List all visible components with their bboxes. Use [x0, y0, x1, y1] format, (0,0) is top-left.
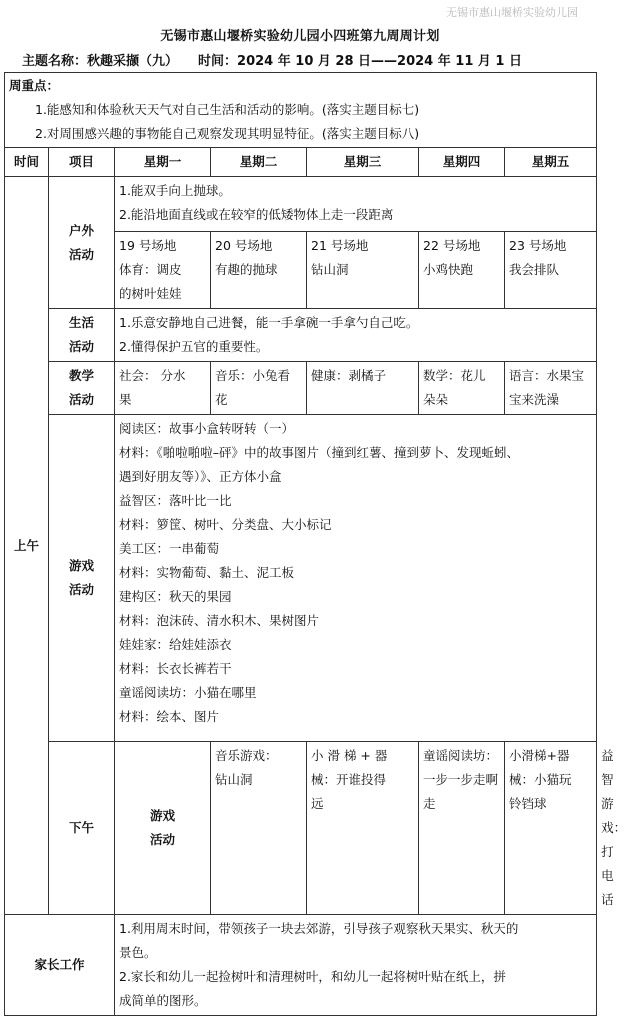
teaching-monday [115, 362, 211, 415]
cell-line: 健康：剥橘子 [311, 368, 387, 383]
cell-line: 的树叶娃娃 [119, 286, 182, 301]
game-line: 童谣阅读坊：小猫在哪里 [119, 685, 257, 700]
game-line: 阅读区：故事小盒转呀转（一） [119, 421, 295, 436]
focus-item: 2.对周围感兴趣的事物能自己观察发现其明显特征。(落实主题目标八) [35, 126, 420, 141]
life-row [5, 309, 597, 362]
afternoon-label: 下午 [49, 742, 115, 915]
cell-line: 小鸡快跑 [423, 262, 474, 277]
cell-line: 走 [423, 796, 436, 811]
cell-line: 钻山洞 [311, 262, 349, 277]
cell-line: 小 滑 梯 + 器 [311, 748, 388, 763]
outdoor-monday [115, 232, 211, 309]
game-line: 遇到好朋友等）》、正方体小盒 [119, 469, 282, 484]
cell-line: 22 号场地 [423, 238, 481, 253]
outdoor-thursday [419, 232, 505, 309]
teaching-wednesday [307, 362, 419, 415]
life-item: 2.懂得保护五官的重要性。 [119, 339, 269, 354]
afternoon-row: 下午 游戏 活动 音乐游戏： 钻山洞 小 滑 梯 + 器 械：开谁投得 远 童谣阅读坊： 一步一步走啊 走 小滑梯+器 械：小猫玩 铃铛球 益智游戏：打 电话 [5, 742, 597, 915]
page-title: 无锡市惠山堰桥实验幼儿园小四班第九周周计划 [160, 29, 440, 44]
outdoor-goals-row [5, 177, 597, 232]
outdoor-goal: 1.能双手向上抛球。 [119, 183, 231, 198]
parents-line: 2.家长和幼儿一起捡树叶和清理树叶，和幼儿一起将树叶贴在纸上，拼 [119, 969, 506, 984]
focus-row [5, 73, 597, 148]
game-label-line: 游戏 [68, 558, 94, 573]
game-line: 益智区：落叶比一比 [119, 493, 232, 508]
outdoor-label-line: 户外 [68, 222, 94, 238]
cell-line: 语言：水果宝 [509, 368, 585, 383]
cell-line: 音乐：小兔看 [215, 368, 291, 383]
cell-line: 械：小猫玩 [509, 772, 572, 787]
teaching-tuesday [211, 362, 307, 415]
cell-line: 远 [311, 796, 324, 811]
cell-line: 我会排队 [509, 262, 560, 277]
cell-line: 铃铛球 [509, 796, 547, 811]
outdoor-label-line: 活动 [68, 246, 94, 262]
cell-line: 童谣阅读坊： [423, 748, 499, 763]
life-label [49, 309, 115, 362]
header-item: 项目 [49, 148, 115, 177]
parents-line: 成简单的图形。 [119, 993, 207, 1008]
weekly-plan-table [4, 72, 626, 1016]
cell-line: 音乐游戏： [215, 748, 278, 763]
teaching-row [5, 362, 597, 415]
outdoor-goal: 2.能沿地面直线或在较窄的低矮物体上走一段距离 [119, 207, 394, 222]
cell-line: 宝来洗澡 [509, 392, 560, 407]
game-area-list [115, 415, 597, 742]
game-line: 材料：《啪啦啪啦–砰》中的故事图片（撞到红薯、撞到萝卜、发现蚯蚓、 [119, 445, 520, 460]
teaching-thursday [419, 362, 505, 415]
theme-line [22, 50, 536, 69]
life-item: 1.乐意安静地自己进餐，能一手拿碗一手拿勺自己吃。 [119, 315, 419, 330]
outdoor-friday [505, 232, 597, 309]
watermark: 无锡市惠山堰桥实验幼儿园 [446, 6, 578, 19]
cell-line: 小滑梯+器 [509, 748, 570, 763]
game-line: 材料：泡沫砖、清水积木、果树图片 [119, 613, 320, 628]
afternoon-tuesday [307, 742, 419, 915]
cell-line: 果 [119, 392, 132, 407]
header-monday: 星期一 [115, 148, 211, 177]
life-label-line: 活动 [68, 339, 94, 354]
afternoon-game-label [115, 742, 211, 915]
outdoor-label [49, 177, 115, 309]
time-label: 时间： [198, 54, 238, 69]
game-line: 材料：实物葡萄、黏土、泥工板 [119, 565, 295, 580]
outdoor-tuesday [211, 232, 307, 309]
cell-line: 朵朵 [423, 392, 449, 407]
cell-line: 社会： 分水 [119, 368, 186, 383]
afternoon-game-label-line: 游戏 [149, 808, 175, 823]
focus-label: 周重点： [9, 78, 60, 93]
game-line: 建构区：秋天的果园 [119, 589, 232, 604]
theme-name-label: 主题名称： [22, 54, 88, 69]
cell-line: 23 号场地 [509, 238, 567, 253]
teaching-friday [505, 362, 597, 415]
time-range: 2024 年 10 月 28 日——2024 年 11 月 1 日 [237, 54, 522, 69]
afternoon-thursday [505, 742, 597, 915]
parents-content [115, 915, 597, 1016]
cell-line: 20 号场地 [215, 238, 273, 253]
game-line: 材料：绘本、图片 [119, 709, 220, 724]
afternoon-game-label-line: 活动 [149, 832, 175, 847]
life-label-line: 生活 [68, 315, 94, 330]
cell-line: 有趣的抛球 [215, 262, 278, 277]
game-label [49, 415, 115, 742]
game-label-line: 活动 [68, 582, 94, 597]
parents-label: 家长工作 [5, 915, 115, 1016]
cell-line: 一步一步走啊 [423, 772, 499, 787]
cell-line: 花 [215, 392, 228, 407]
header-row [5, 148, 597, 177]
teaching-label-line: 活动 [68, 392, 94, 407]
header-tuesday: 星期二 [211, 148, 307, 177]
header-thursday: 星期四 [419, 148, 505, 177]
outdoor-wednesday [307, 232, 419, 309]
teaching-label [49, 362, 115, 415]
header-wednesday: 星期三 [307, 148, 419, 177]
game-line: 材料：箩筐、树叶、分类盘、大小标记 [119, 517, 332, 532]
cell-line: 19 号场地 [119, 238, 177, 253]
cell-line: 体育：调皮 [119, 262, 182, 277]
header-time: 时间 [5, 148, 49, 177]
afternoon-wednesday [419, 742, 505, 915]
header-friday: 星期五 [505, 148, 597, 177]
afternoon-monday [211, 742, 307, 915]
cell-line: 数学：花儿 [423, 368, 486, 383]
focus-item: 1.能感知和体验秋天天气对自己生活和活动的影响。(落实主题目标七) [35, 102, 420, 117]
game-line: 美工区：一串葡萄 [119, 541, 220, 556]
game-line: 材料：长衣长裤若干 [119, 661, 232, 676]
game-line: 娃娃家：给娃娃添衣 [119, 637, 232, 652]
parents-row [5, 915, 597, 1016]
parents-line: 景色。 [119, 945, 157, 960]
theme-name: 秋趣采撷（九） [87, 54, 179, 69]
cell-line: 21 号场地 [311, 238, 369, 253]
cell-line: 钻山洞 [215, 772, 253, 787]
parents-line: 1.利用周末时间，带领孩子一块去郊游，引导孩子观察秋天果实、秋天的 [119, 921, 519, 936]
game-row [5, 415, 597, 742]
cell-line: 械：开谁投得 [311, 772, 387, 787]
teaching-label-line: 教学 [68, 368, 94, 383]
morning-label: 上午 [5, 177, 49, 915]
